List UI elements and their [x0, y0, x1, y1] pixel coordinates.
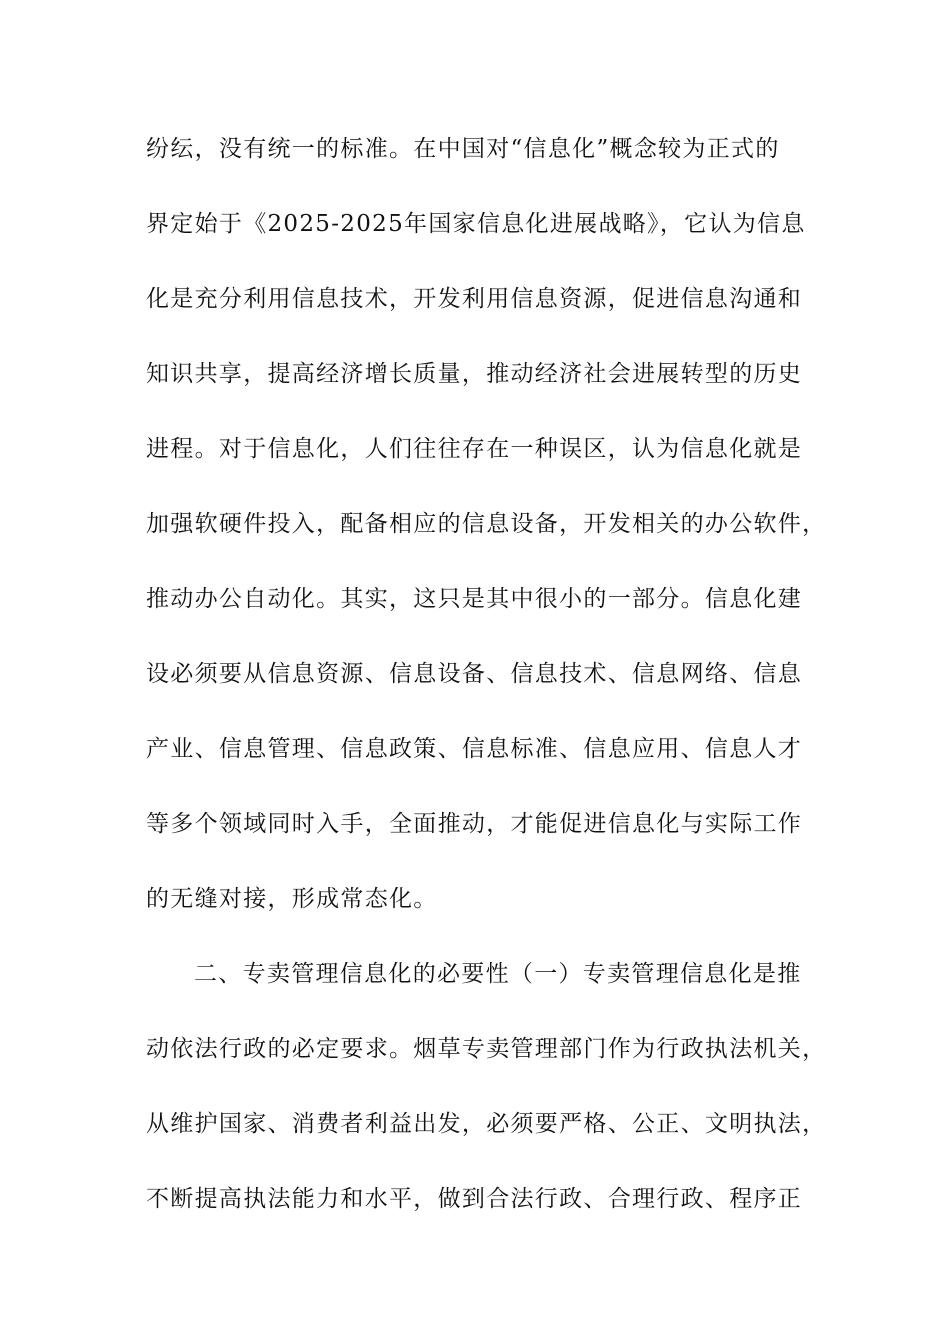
text-line: 推动办公自动化。其实，这只是其中很小的一部分。信息化建: [146, 586, 803, 612]
text-line: 知识共享，提高经济增长质量，推动经济社会进展转型的历史: [146, 361, 803, 387]
text-line: 加强软硬件投入，配备相应的信息设备，开发相关的办公软件，: [146, 511, 827, 537]
text-line: 产业、信息管理、信息政策、信息标准、信息应用、信息人才: [146, 736, 803, 762]
text-line: 的无缝对接，形成常态化。: [146, 886, 438, 912]
text-line: 不断提高执法能力和水平，做到合法行政、合理行政、程序正: [146, 1186, 803, 1212]
text-line: 纷纭，没有统一的标准。在中国对“信息化”概念较为正式的: [146, 136, 780, 162]
text-line: 进程。对于信息化，人们往往存在一种误区，认为信息化就是: [146, 436, 803, 462]
text-line: 界定始于《2025-2025年国家信息化进展战略》，它认为信息: [146, 211, 806, 237]
text-line: 化是充分利用信息技术，开发利用信息资源，促进信息沟通和: [146, 286, 803, 312]
paragraph-heading-line: 二、专卖管理信息化的必要性（一）专卖管理信息化是推: [194, 961, 802, 987]
text-line: 等多个领域同时入手，全面推动，才能促进信息化与实际工作: [146, 811, 803, 837]
text-line: 动依法行政的必定要求。烟草专卖管理部门作为行政执法机关，: [146, 1036, 827, 1062]
text-line: 设必须要从信息资源、信息设备、信息技术、信息网络、信息: [146, 661, 803, 687]
text-line: 从维护国家、消费者利益出发，必须要严格、公正、文明执法，: [146, 1111, 827, 1137]
